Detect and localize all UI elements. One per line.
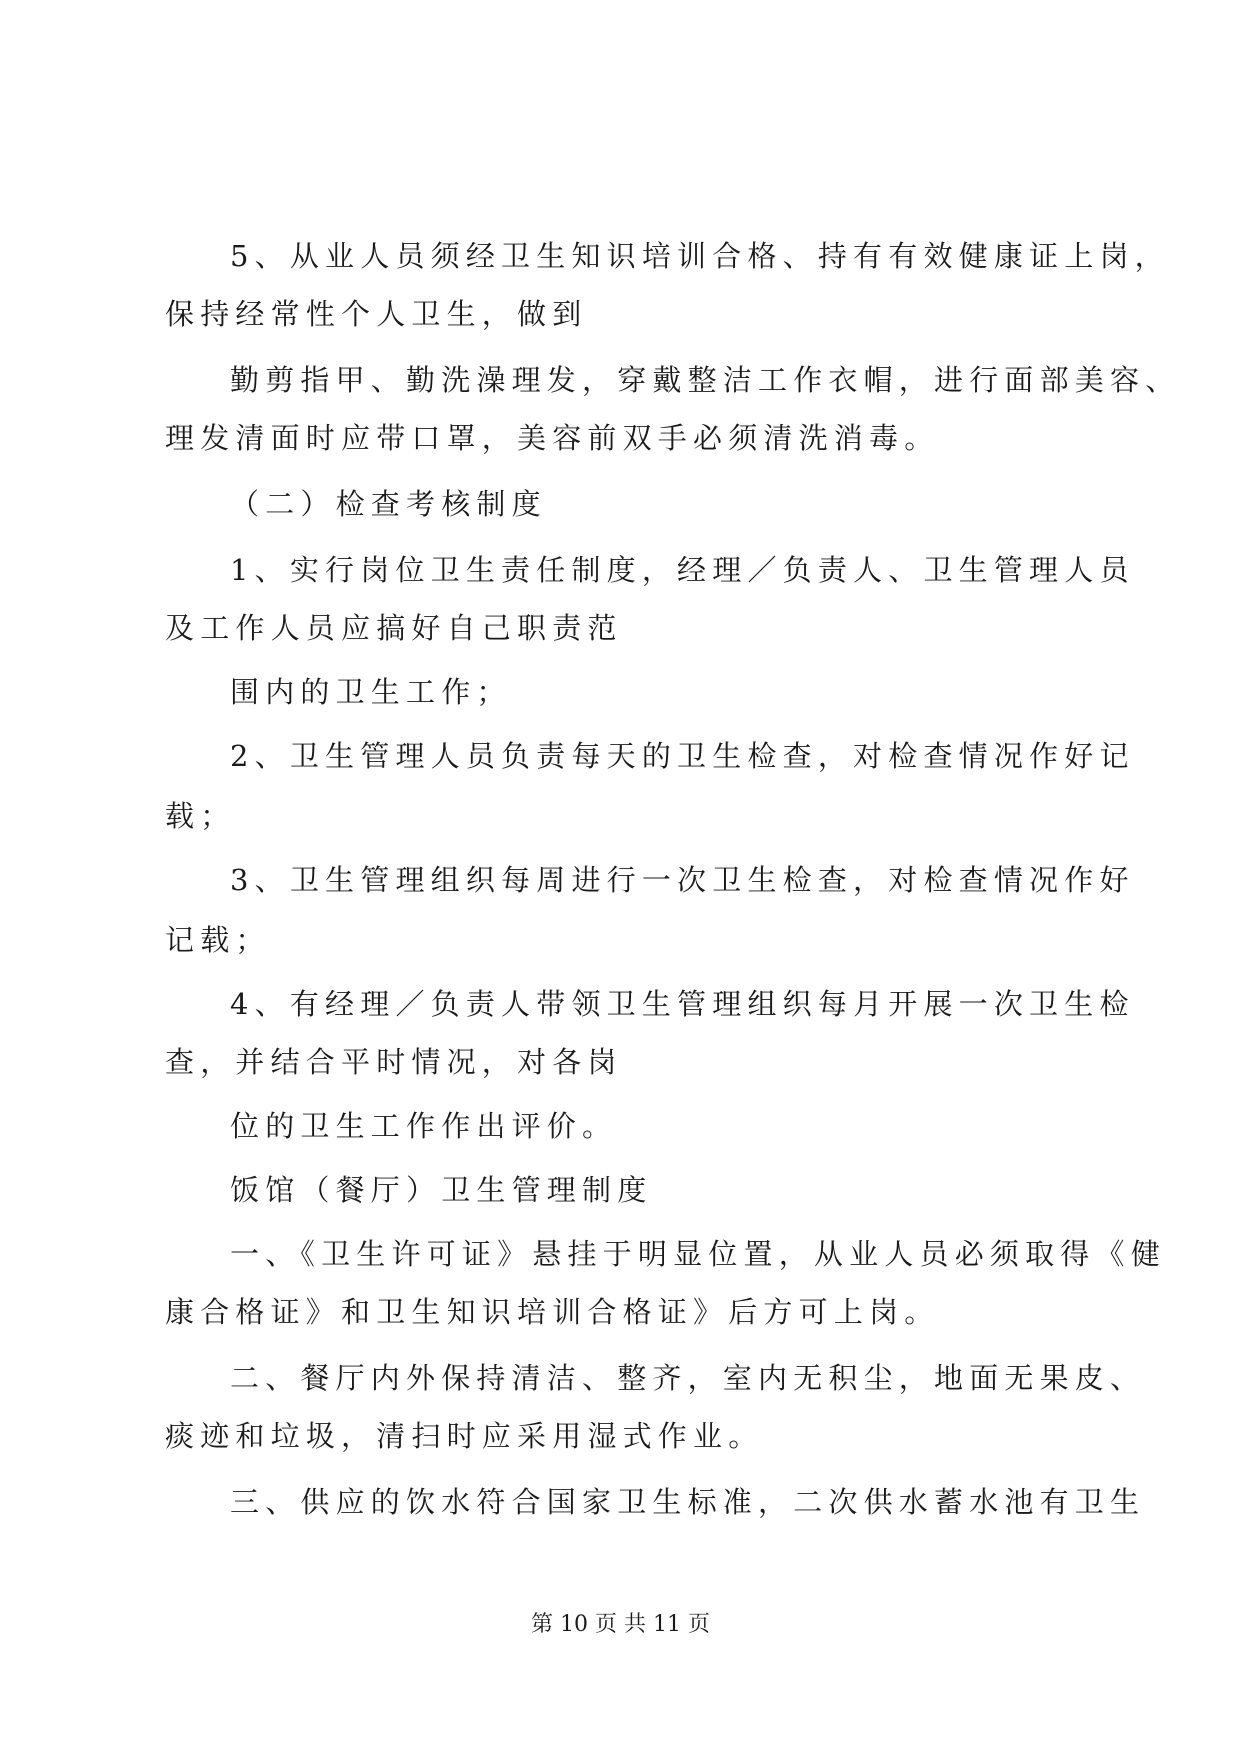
- text-line: 5、从业人员须经卫生知识培训合格、持有有效健康证上岗，: [230, 239, 1170, 273]
- section-heading: 饭馆（餐厅）卫生管理制度: [230, 1173, 653, 1207]
- text-line: 三、供应的饮水符合国家卫生标准，二次供水蓄水池有卫生: [230, 1485, 1146, 1519]
- text-line: 载；: [165, 799, 236, 833]
- page-number-footer: 第 10 页 共 11 页: [531, 1612, 710, 1637]
- text-line: 及工作人员应搞好自己职责范: [165, 611, 623, 645]
- text-line: 勤剪指甲、勤洗澡理发，穿戴整洁工作衣帽，进行面部美容、: [230, 363, 1181, 397]
- text-line: 1、实行岗位卫生责任制度，经理／负责人、卫生管理人员: [230, 553, 1135, 587]
- text-line: 查，并结合平时情况，对各岗: [165, 1045, 623, 1079]
- text-line: 记载；: [165, 923, 271, 957]
- text-line: 3、卫生管理组织每周进行一次卫生检查，对检查情况作好: [230, 863, 1135, 897]
- text-line: 2、卫生管理人员负责每天的卫生检查，对检查情况作好记: [230, 739, 1135, 773]
- text-line: 痰迹和垃圾，清扫时应采用湿式作业。: [165, 1419, 764, 1453]
- text-line: 一、《卫生许可证》悬挂于明显位置，从业人员必须取得《健: [230, 1237, 1166, 1271]
- text-line: 二、餐厅内外保持清洁、整齐，室内无积尘，地面无果皮、: [230, 1361, 1146, 1395]
- text-line: 围内的卫生工作；: [230, 675, 512, 709]
- text-line: 理发清面时应带口罩，美容前双手必须清洗消毒。: [165, 421, 940, 455]
- text-line: 位的卫生工作作出评价。: [230, 1109, 618, 1143]
- section-heading: （二）检查考核制度: [230, 487, 547, 521]
- text-line: 保持经常性个人卫生，做到: [165, 297, 588, 331]
- text-line: 4、有经理／负责人带领卫生管理组织每月开展一次卫生检: [230, 987, 1135, 1021]
- text-line: 康合格证》和卫生知识培训合格证》后方可上岗。: [165, 1295, 940, 1329]
